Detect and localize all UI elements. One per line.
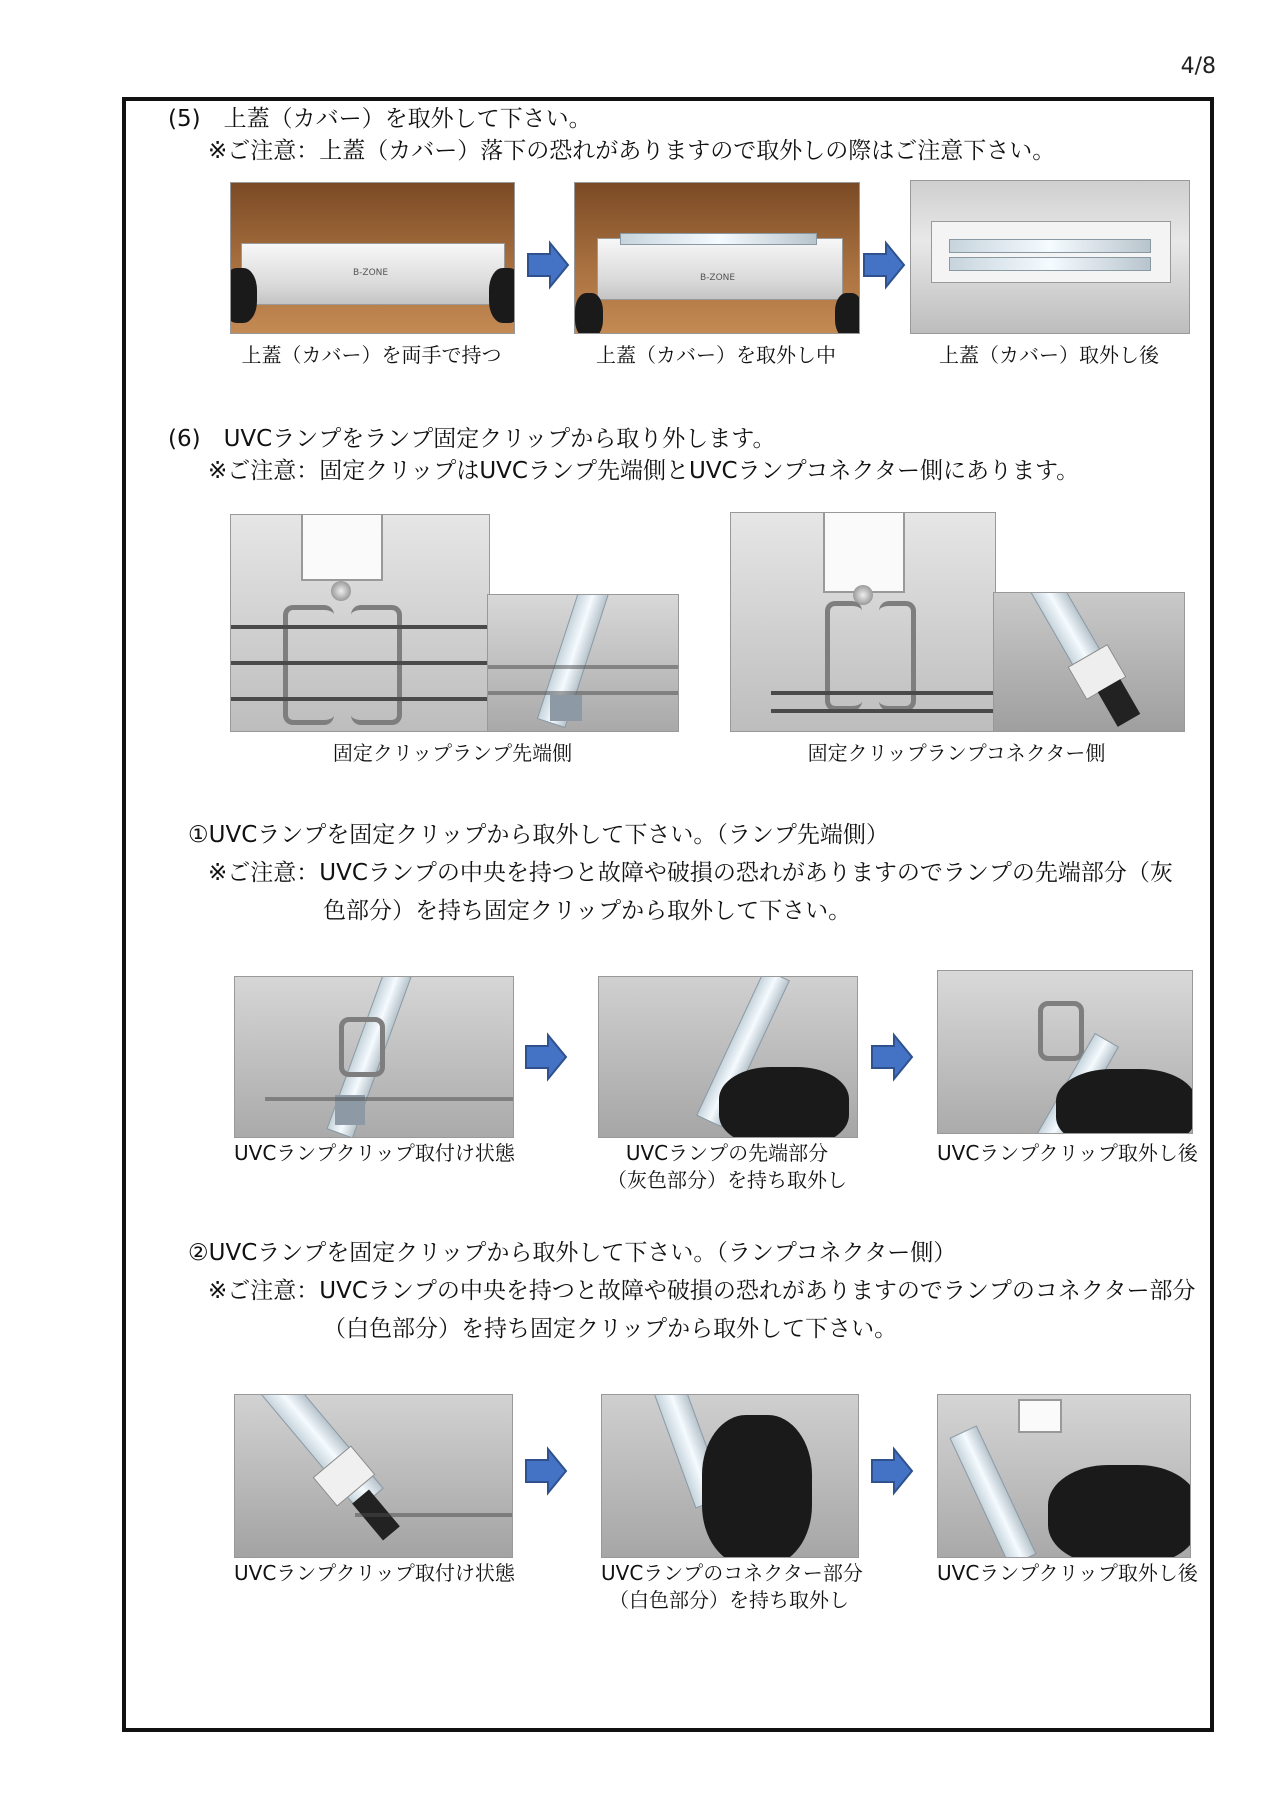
- caption-step2-3: UVCランプクリップ取外し後: [937, 1561, 1198, 1585]
- caption-step1-2-line2: （灰色部分）を持ち取外し: [607, 1168, 847, 1192]
- section5-heading: (5) 上蓋（カバー）を取外して下さい。: [168, 106, 592, 132]
- section6-heading: (6) UVCランプをランプ固定クリップから取り外します。: [168, 426, 776, 452]
- lid-logo: B-ZONE: [353, 268, 389, 278]
- photo-step2-removed: [937, 1394, 1191, 1558]
- photo-clip-connector-side-closeup: [730, 512, 996, 732]
- caption-step2-2-line1: UVCランプのコネクター部分: [601, 1561, 863, 1585]
- section6-note: ※ご注意：固定クリップはUVCランプ先端側とUVCランプコネクター側にあります。: [208, 458, 1080, 484]
- step1-heading: ①UVCランプを固定クリップから取外して下さい。（ランプ先端側）: [188, 822, 889, 848]
- photo-lid-held-both-hands: [230, 182, 515, 334]
- caption-step1-2-line1: UVCランプの先端部分: [625, 1141, 829, 1165]
- caption-5-3: 上蓋（カバー）取外し後: [939, 343, 1159, 367]
- photo-step1-removed: [937, 970, 1193, 1134]
- section5-note: ※ご注意：上蓋（カバー）落下の恐れがありますので取外しの際はご注意下さい。: [208, 138, 1056, 164]
- right-arrow-icon: [524, 1032, 568, 1082]
- page-number: 4/8: [1180, 54, 1216, 79]
- photo-lid-removed: [910, 180, 1190, 334]
- caption-5-2: 上蓋（カバー）を取外し中: [596, 343, 836, 367]
- caption-6-tip-side: 固定クリップランプ先端側: [332, 741, 573, 765]
- photo-step1-attached: [234, 976, 514, 1138]
- photo-step2-attached: [234, 1394, 513, 1558]
- right-arrow-icon: [870, 1446, 914, 1496]
- step2-note-line1: ※ご注意：UVCランプの中央を持つと故障や破損の恐れがありますのでランプのコネクター部分: [208, 1278, 1196, 1304]
- step2-heading: ②UVCランプを固定クリップから取外して下さい。（ランプコネクター側）: [188, 1240, 957, 1266]
- right-arrow-icon: [862, 240, 906, 290]
- step1-note-line1: ※ご注意：UVCランプの中央を持つと故障や破損の恐れがありますのでランプの先端部分（灰: [208, 860, 1173, 886]
- photo-lid-removing: [574, 182, 860, 334]
- photo-step2-removing: [601, 1394, 859, 1558]
- caption-5-1: 上蓋（カバー）を両手で持つ: [241, 343, 502, 367]
- caption-6-connector-side: 固定クリップランプコネクター側: [807, 741, 1106, 765]
- photo-step1-removing: [598, 976, 858, 1138]
- photo-clip-tip-side-overview: [487, 594, 679, 732]
- step2-note-line2: （白色部分）を持ち固定クリップから取外して下さい。: [323, 1316, 898, 1342]
- caption-step2-1: UVCランプクリップ取付け状態: [234, 1561, 515, 1585]
- photo-clip-tip-side-closeup: [230, 514, 490, 732]
- caption-step1-3: UVCランプクリップ取外し後: [937, 1141, 1198, 1165]
- right-arrow-icon: [526, 240, 570, 290]
- right-arrow-icon: [870, 1032, 914, 1082]
- lid-logo-2: B-ZONE: [700, 273, 736, 283]
- right-arrow-icon: [524, 1446, 568, 1496]
- step1-note-line2: 色部分）を持ち固定クリップから取外して下さい。: [323, 898, 852, 924]
- caption-step2-2-line2: （白色部分）を持ち取外し: [609, 1588, 849, 1612]
- caption-step1-1: UVCランプクリップ取付け状態: [234, 1141, 515, 1165]
- photo-clip-connector-side-overview: [993, 592, 1185, 732]
